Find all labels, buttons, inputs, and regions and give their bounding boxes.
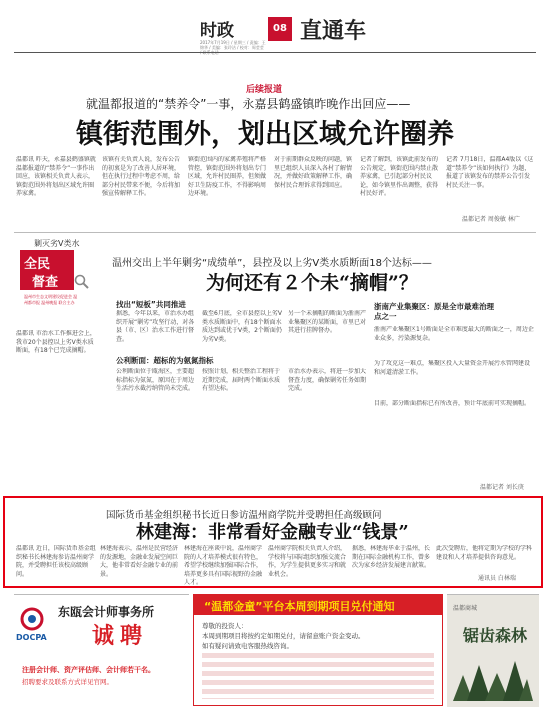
sidebar-tag: 剿灭劣Ⅴ类水 xyxy=(34,239,80,248)
article3-col-6: 此次受聘后，他将定期为学校的学科建设和人才培养提供咨询意见。 xyxy=(436,545,533,561)
stamp-bottom: 督查 xyxy=(32,275,59,290)
forest-graphic-icon xyxy=(453,655,533,701)
article1-col-6: 记者 7月18日，温都A4版以《这道“禁养令”该如何执行》为题，报道了该镇发布的禁养公告引发村民关注一事。 xyxy=(446,156,534,189)
docpa-brand: DOCPA xyxy=(16,633,47,642)
article1-col-5: 记者了解到，该镇此前发布的公告规定，镇街范围内禁止散养家禽，已引起部分村民议论，如今镇里作出调整，获得村民好评。 xyxy=(360,156,439,197)
article3-byline: 通讯员 白林瑞 xyxy=(478,575,516,582)
article2-col-mid-6: 市治水办表示，将进一步加大督查力度，确保剿劣任务如期完成。 xyxy=(288,368,367,392)
article1-col-1: 温都讯 昨天，永嘉县鹤盛镇就温都报道的“禁养令”一事作出回应，该镇相关负责人表示，镇街范围外将划出区域允许圈养家禽。 xyxy=(16,156,96,197)
article1-subhead: 就温都报道的“禁养令”一事，永嘉县鹤盛镇昨晚作出回应—— xyxy=(86,97,411,111)
article3-subhead: 国际货币基金组织秘书长近日参访温州商学院并受聘担任高级顾问 xyxy=(106,510,382,521)
campaign-stamp xyxy=(20,250,74,290)
page-number: 08 xyxy=(273,23,287,34)
article1-col-3: 镇街范围内的家禽养殖将严格管控，镇街范围外将划出专门区域，允许村民圈养，但须做好卫生防疫工作，不得影响周边环境。 xyxy=(188,156,267,197)
magnifier-icon xyxy=(74,274,90,290)
article3-col-2: 林建海表示，温州是民营经济的发源地，金融业发展空间巨大，他非常看好金融专业的前景。 xyxy=(100,545,179,578)
ad1-hire: 诚聘 xyxy=(92,623,149,649)
section1-title: 找出“短板”共同推进 xyxy=(116,300,186,309)
article2-col-right-2: 为了攻克这一难点，集聚区投入大量资金开展污水管网建设和河道清淤工作。 xyxy=(374,360,531,376)
section-label: 时政 xyxy=(200,21,234,41)
ad2-table xyxy=(202,653,434,699)
page-number-badge xyxy=(268,17,292,41)
ad3-title: 锯齿森林 xyxy=(463,626,528,645)
ad1-title: 东瓯会计师事务所 xyxy=(58,605,155,619)
article2-col-mid-3: 另一个未摘帽的断面为浙南产业集聚区的某断面，市里已对其进行挂牌督办。 xyxy=(288,310,367,334)
article2-col-left: 温都讯 市治水工作推进会上，我市20个县控以上劣Ⅴ类水质断面，有18个已完成摘帽。 xyxy=(16,330,96,354)
article3-col-1: 温都讯 近日，国际货币基金组织秘书长林建海参访温州商学院，并受聘担任该校高级顾问。 xyxy=(16,545,96,578)
column-title: 直通车 xyxy=(300,18,367,44)
article3-headline: 林建海：非常看好金融专业“钱景” xyxy=(136,522,409,543)
section3-title: 浙南产业集聚区：原是全市最难治理点之一 xyxy=(374,302,494,321)
article2-byline: 温都记者 刘长庚 xyxy=(480,484,524,491)
article1-headline: 镇街范围外，划出区域允许圈养 xyxy=(76,119,454,150)
article2-col-mid-4: 公利断面位于瓯海区，主要超标指标为氨氮，原因在于周边生活污水截污纳管尚未完成。 xyxy=(116,368,195,392)
article2-col-mid-2: 截至6月底，全市县控以上劣Ⅴ类水质断面中，有18个断面水质达到或优于Ⅴ类，2个断面仍为劣Ⅴ类。 xyxy=(202,310,282,343)
ad2-line-3: 如有疑问请致电客服热线咨询。 xyxy=(202,642,293,650)
article1-col-2: 该镇有关负责人说，发布公告的初衷是为了改善人居环境，但在执行过程中考虑不周，给部分村民带来不便，今后将加强宣传解释工作。 xyxy=(102,156,181,197)
divider-1 xyxy=(14,232,536,233)
masthead-rule xyxy=(14,52,536,53)
ad-docpa xyxy=(14,594,189,707)
ad-wendu-jintong xyxy=(193,594,443,706)
stamp-top: 全民 xyxy=(24,257,51,272)
article2-col-mid-5: 按照计划，相关整治工程将于近期完成，届时两个断面水质有望达标。 xyxy=(202,368,281,392)
dateline: 2017年7月19日 / 星期三 / 责编：王锦华 / 美编：张玲洁 / 校对：周莹莹 xyxy=(200,40,266,50)
article1-kicker: 后续报道 xyxy=(246,85,283,95)
article3-col-5: 据悉，林建海毕业于温州，长期在国际金融机构工作，曾多次为家乡经济发展建言献策。 xyxy=(352,545,431,569)
ad1-line-2: 招聘要求及联系方式详见官网。 xyxy=(22,678,113,686)
article2-subhead: 温州交出上半年剿劣“成绩单”，县控及以上劣Ⅴ类水质断面18个达标—— xyxy=(112,258,432,269)
masthead xyxy=(200,14,536,48)
ad2-line-2: 本周到期项目将按约定如期兑付，请留意账户资金变动。 xyxy=(202,632,365,640)
section2-title: 公利断面：超标的为氨氮指标 xyxy=(116,356,214,365)
ad1-line-1: 注册会计师、资产评估师、会计师若干名。 xyxy=(22,666,155,674)
article2-headline: 为何还有２个未“摘帽”？ xyxy=(206,272,418,294)
ad2-headline: “温都金童”平台本周到期项目兑付通知 xyxy=(204,600,395,613)
article1-col-4: 对于前期群众反映的问题，镇里已组织人员深入各村了解情况，并做好政策解释工作，确保村民合理诉求得到回应。 xyxy=(274,156,353,189)
ad2-line-1: 尊敬的投资人： xyxy=(202,622,248,630)
article2-col-right-1: 浙南产业集聚区1号断面是全市难度最大的断面之一，周边企业众多，污染源复杂。 xyxy=(374,326,534,342)
article2-col-right-3: 目前，部分断面指标已有所改善，预计年底前可实现摘帽。 xyxy=(374,400,531,407)
article3-col-3: 林建海在座谈中说，温州商学院的人才培养模式很有特色，希望学校继续加强国际合作，培养更多具有国际视野的金融人才。 xyxy=(184,545,263,585)
article1-byline: 温都记者 周俊敏 林广 xyxy=(462,216,520,223)
article3-col-4: 温州商学院相关负责人介绍，学校将与国际组织加强交流合作，为学生提供更多实习和就业机会。 xyxy=(268,545,347,578)
ad-forest xyxy=(447,594,539,707)
article2-col-mid-1: 据悉，今年以来，市治水办组织开展“剿劣”攻坚行动，对各县（市、区）治水工作进行督查。 xyxy=(116,310,195,343)
stamp-caption: 温州市生态文明建设促进会 温州都市报 温州晚报 联合主办 xyxy=(24,294,78,305)
docpa-logo-icon xyxy=(20,607,44,631)
ad3-tag: 温都商城 xyxy=(453,605,478,612)
ad2-banner xyxy=(194,595,442,615)
